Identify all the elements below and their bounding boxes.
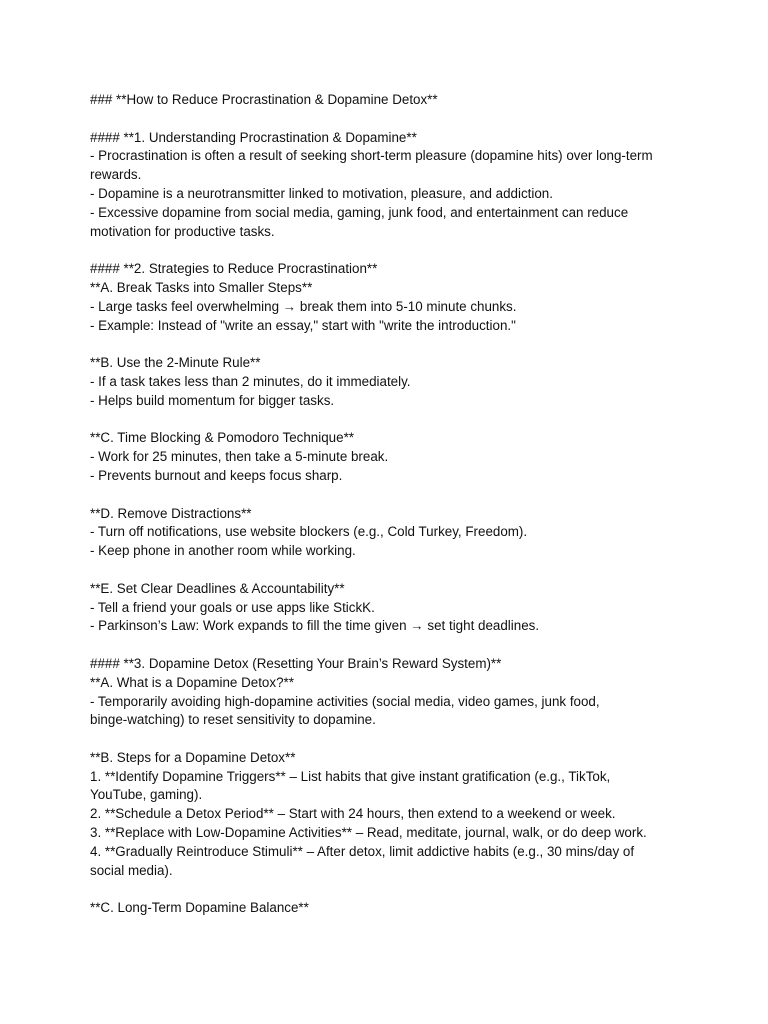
document-line: - Procrastination is often a result of seeking short-term pleasure (dopamine hits) over long-term bbox=[90, 148, 653, 164]
blank-line bbox=[90, 730, 690, 749]
document-line: 2. **Schedule a Detox Period** – Start with 24 hours, then extend to a weekend or week. bbox=[90, 806, 616, 822]
document-line: - Excessive dopamine from social media, gaming, junk food, and entertainment can reduce bbox=[90, 204, 629, 220]
blank-line bbox=[90, 335, 690, 354]
document-line: **D. Remove Distractions** bbox=[90, 505, 252, 521]
document-line: rewards. bbox=[90, 167, 142, 183]
document-line: #### **3. Dopamine Detox (Resetting Your Brain’s Reward System)** bbox=[90, 655, 502, 671]
document-line: 1. **Identify Dopamine Triggers** – List habits that give instant gratification (e.g., TikTok, bbox=[90, 768, 611, 784]
document-line: - Example: Instead of "write an essay," start with "write the introduction." bbox=[90, 317, 516, 333]
document-line: 3. **Replace with Low-Dopamine Activities** – Read, meditate, journal, walk, or do deep work. bbox=[90, 825, 647, 841]
document-line: - Work for 25 minutes, then take a 5-minute break. bbox=[90, 449, 389, 465]
blank-line bbox=[90, 561, 690, 580]
blank-line bbox=[90, 110, 690, 129]
document-line: **A. What is a Dopamine Detox?** bbox=[90, 674, 294, 690]
document-line: **C. Time Blocking & Pomodoro Technique** bbox=[90, 430, 354, 446]
document-line: **B. Steps for a Dopamine Detox** bbox=[90, 749, 296, 765]
document-line: **A. Break Tasks into Smaller Steps** bbox=[90, 279, 313, 295]
document-line: - Turn off notifications, use website blockers (e.g., Cold Turkey, Freedom). bbox=[90, 524, 528, 540]
document-line: #### **1. Understanding Procrastination & Dopamine** bbox=[90, 129, 417, 145]
blank-line bbox=[90, 486, 690, 505]
document-page bbox=[90, 91, 690, 918]
document-line: social media). bbox=[90, 862, 173, 878]
document-line: - Parkinson’s Law: Work expands to fill the time given → set tight deadlines. bbox=[90, 618, 540, 634]
document-line: - Dopamine is a neurotransmitter linked to motivation, pleasure, and addiction. bbox=[90, 185, 553, 201]
document-line: **C. Long-Term Dopamine Balance** bbox=[90, 900, 309, 916]
blank-line bbox=[90, 636, 690, 655]
document-line: - Helps build momentum for bigger tasks. bbox=[90, 392, 335, 408]
blank-line bbox=[90, 880, 690, 899]
document-line: - Temporarily avoiding high-dopamine activities (social media, video games, junk food, bbox=[90, 693, 600, 709]
blank-line bbox=[90, 241, 690, 260]
document-line: **B. Use the 2-Minute Rule** bbox=[90, 355, 261, 371]
document-line: - Keep phone in another room while working. bbox=[90, 543, 356, 559]
document-line: - Prevents burnout and keeps focus sharp. bbox=[90, 467, 343, 483]
document-line: - Tell a friend your goals or use apps like StickK. bbox=[90, 599, 375, 615]
document-line: binge-watching) to reset sensitivity to dopamine. bbox=[90, 712, 376, 728]
document-line: - If a task takes less than 2 minutes, do it immediately. bbox=[90, 373, 411, 389]
document-line: ### **How to Reduce Procrastination & Dopamine Detox** bbox=[90, 92, 438, 107]
document-line: YouTube, gaming). bbox=[90, 787, 203, 803]
document-line: **E. Set Clear Deadlines & Accountability** bbox=[90, 580, 345, 596]
document-line: #### **2. Strategies to Reduce Procrastination** bbox=[90, 261, 378, 277]
document-line: motivation for productive tasks. bbox=[90, 223, 275, 239]
blank-line bbox=[90, 411, 690, 430]
document-line: - Large tasks feel overwhelming → break them into 5-10 minute chunks. bbox=[90, 298, 517, 314]
document-line: 4. **Gradually Reintroduce Stimuli** – After detox, limit addictive habits (e.g., 30 mins/day of bbox=[90, 843, 635, 859]
